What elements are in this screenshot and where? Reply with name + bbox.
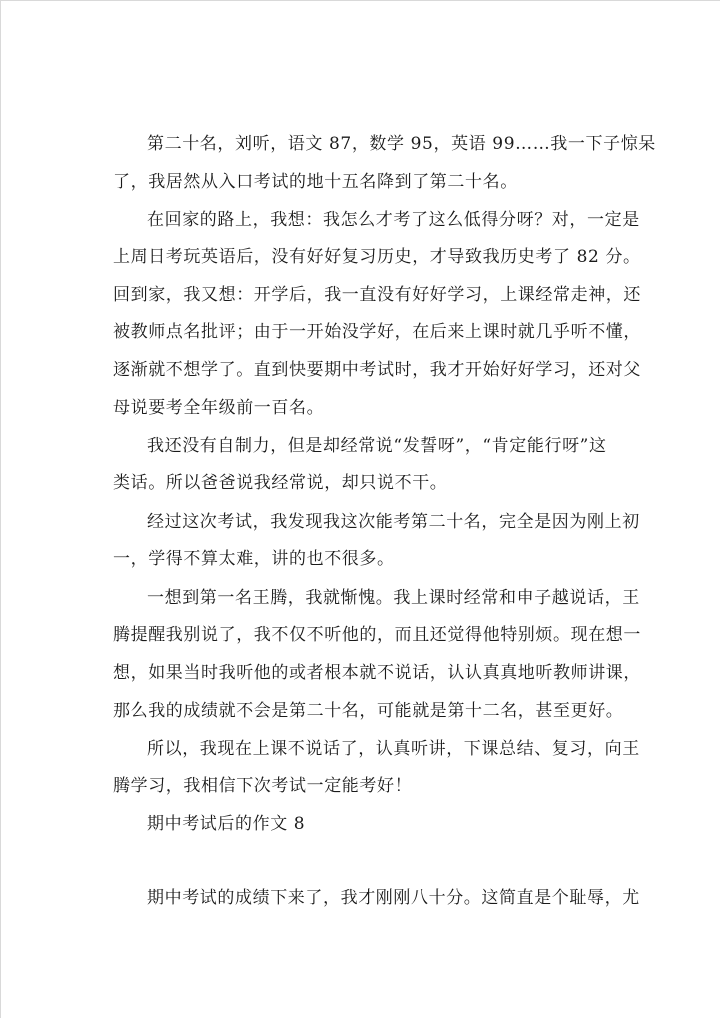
text-line: 想，如果当时我听他的或者根本就不说话，认认真真地听教师讲课， <box>113 663 641 683</box>
text-line: 我还没有自制力，但是却经常说“发誓呀”，“肯定能行呀”这 <box>147 436 607 456</box>
text-line: 类话。所以爸爸说我经常说，却只说不干。 <box>113 473 448 493</box>
section-heading: 期中考试后的作文 8 <box>147 814 306 834</box>
text-line: 了，我居然从入口考试的地十五名降到了第二十名。 <box>113 172 518 192</box>
text-line: 母说要考全年级前一百名。 <box>113 398 325 418</box>
text-line: 所以，我现在上课不说话了，认真听讲，下课总结、复习，向王 <box>147 739 640 759</box>
text-line: 一想到第一名王腾，我就惭愧。我上课时经常和申子越说话，王 <box>147 588 640 608</box>
text-line: 那么我的成绩就不会是第二十名，可能就是第十二名，甚至更好。 <box>113 701 624 721</box>
text-line: 上周日考玩英语后，没有好好复习历史，才导致我历史考了 82 分。 <box>113 247 641 267</box>
text-line: 经过这次考试，我发现我这次能考第二十名，完全是因为刚上初 <box>147 512 640 532</box>
text-line: 被教师点名批评；由于一开始没学好，在后来上课时就几乎听不懂， <box>113 322 641 342</box>
text-line: 在回家的路上，我想：我怎么才考了这么低得分呀？对，一定是 <box>147 210 640 230</box>
text-line: 腾学习，我相信下次考试一定能考好！ <box>113 776 413 796</box>
text-line: 一，学得不算太难，讲的也不很多。 <box>113 549 395 569</box>
text-line: 腾提醒我别说了，我不仅不听他的，而且还觉得他特别烦。现在想一 <box>113 625 641 645</box>
text-line: 第二十名，刘听，语文 87，数学 95，英语 99……我一下子惊呆 <box>147 134 656 154</box>
text-line: 回到家，我又想：开学后，我一直没有好好学习，上课经常走神，还 <box>113 285 641 305</box>
text-line: 逐渐就不想学了。直到快要期中考试时，我才开始好好学习，还对父 <box>113 360 641 380</box>
text-line: 期中考试的成绩下来了，我才刚刚八十分。这简直是个耻辱，尤 <box>147 888 640 908</box>
